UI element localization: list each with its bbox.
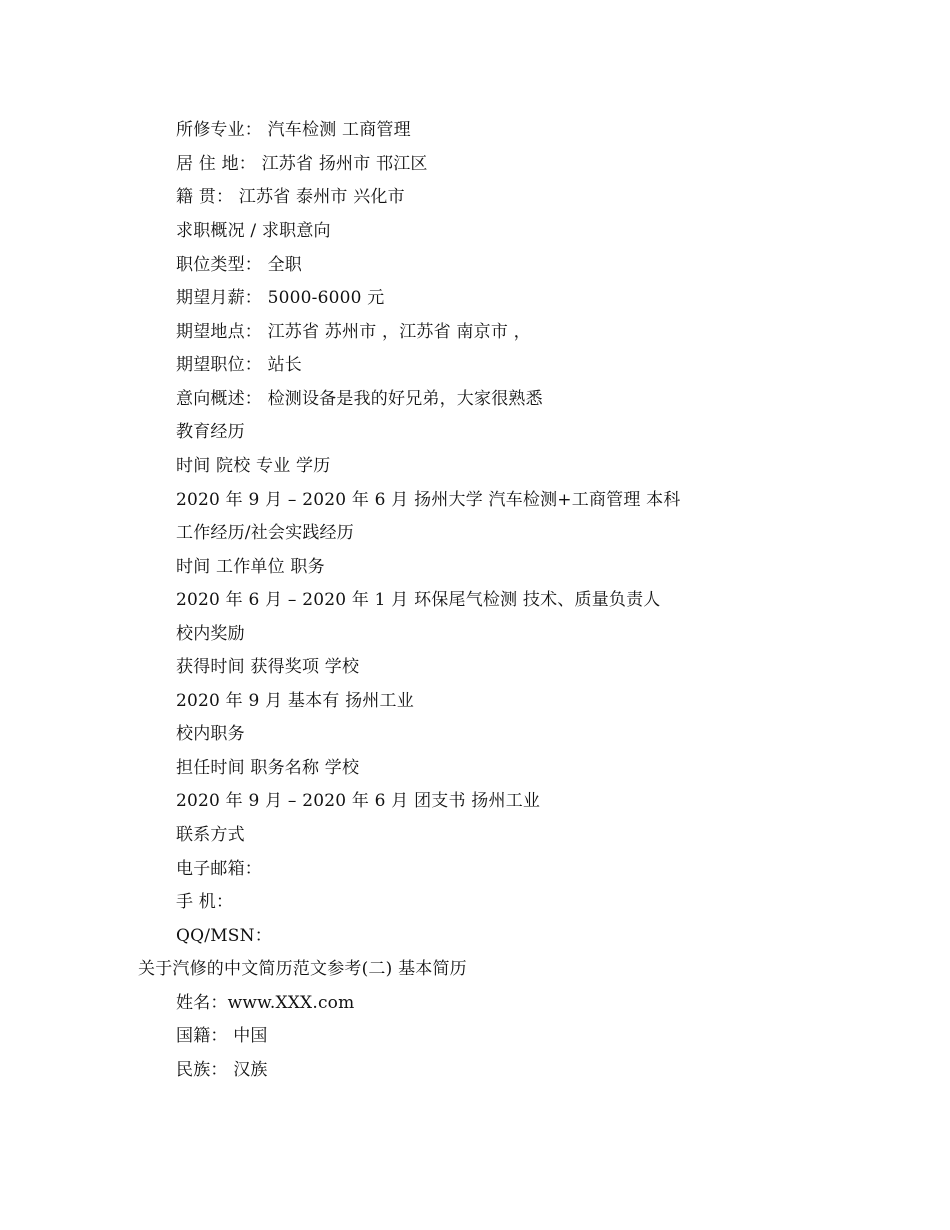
expected-salary-line: 期望月薪： 5000-6000 元 <box>176 288 385 308</box>
work-columns: 时间 工作单位 职务 <box>176 557 325 577</box>
major-line: 所修专业： 汽车检测 工商管理 <box>176 120 411 140</box>
phone-line: 手 机： <box>176 892 234 912</box>
education-entry: 2020 年 9 月 – 2020 年 6 月 扬州大学 汽车检测+工商管理 本科 <box>176 490 681 510</box>
ethnicity-line: 民族： 汉族 <box>176 1060 268 1080</box>
work-entry: 2020 年 6 月 – 2020 年 1 月 环保尾气检测 技术、质量负责人 <box>176 590 661 610</box>
residence-line: 居 住 地： 江苏省 扬州市 邗江区 <box>176 154 428 174</box>
job-type-line: 职位类型： 全职 <box>176 255 303 275</box>
expected-position-line: 期望职位： 站长 <box>176 355 303 375</box>
intent-summary-line: 意向概述： 检测设备是我的好兄弟，大家很熟悉 <box>176 389 543 409</box>
campus-roles-entry: 2020 年 9 月 – 2020 年 6 月 团支书 扬州工业 <box>176 791 541 811</box>
qq-msn-line: QQ/MSN： <box>176 926 272 946</box>
campus-roles-columns: 担任时间 职务名称 学校 <box>176 758 360 778</box>
email-line: 电子邮箱： <box>176 859 262 879</box>
education-columns: 时间 院校 专业 学历 <box>176 456 331 476</box>
contact-heading: 联系方式 <box>176 825 245 845</box>
native-place-line: 籍 贯： 江苏省 泰州市 兴化市 <box>176 187 405 207</box>
job-intent-heading: 求职概况 / 求职意向 <box>176 221 331 241</box>
awards-entry: 2020 年 9 月 基本有 扬州工业 <box>176 691 414 711</box>
expected-location-line: 期望地点： 江苏省 苏州市 ，江苏省 南京市 ， <box>176 322 531 342</box>
section-title: 关于汽修的中文简历范文参考(二) 基本简历 <box>138 959 467 979</box>
work-heading: 工作经历/社会实践经历 <box>176 523 354 543</box>
nationality-line: 国籍： 中国 <box>176 1026 268 1046</box>
campus-roles-heading: 校内职务 <box>176 724 245 744</box>
awards-heading: 校内奖励 <box>176 624 245 644</box>
name-line: 姓名：www.XXX.com <box>176 993 355 1013</box>
awards-columns: 获得时间 获得奖项 学校 <box>176 657 360 677</box>
education-heading: 教育经历 <box>176 422 245 442</box>
